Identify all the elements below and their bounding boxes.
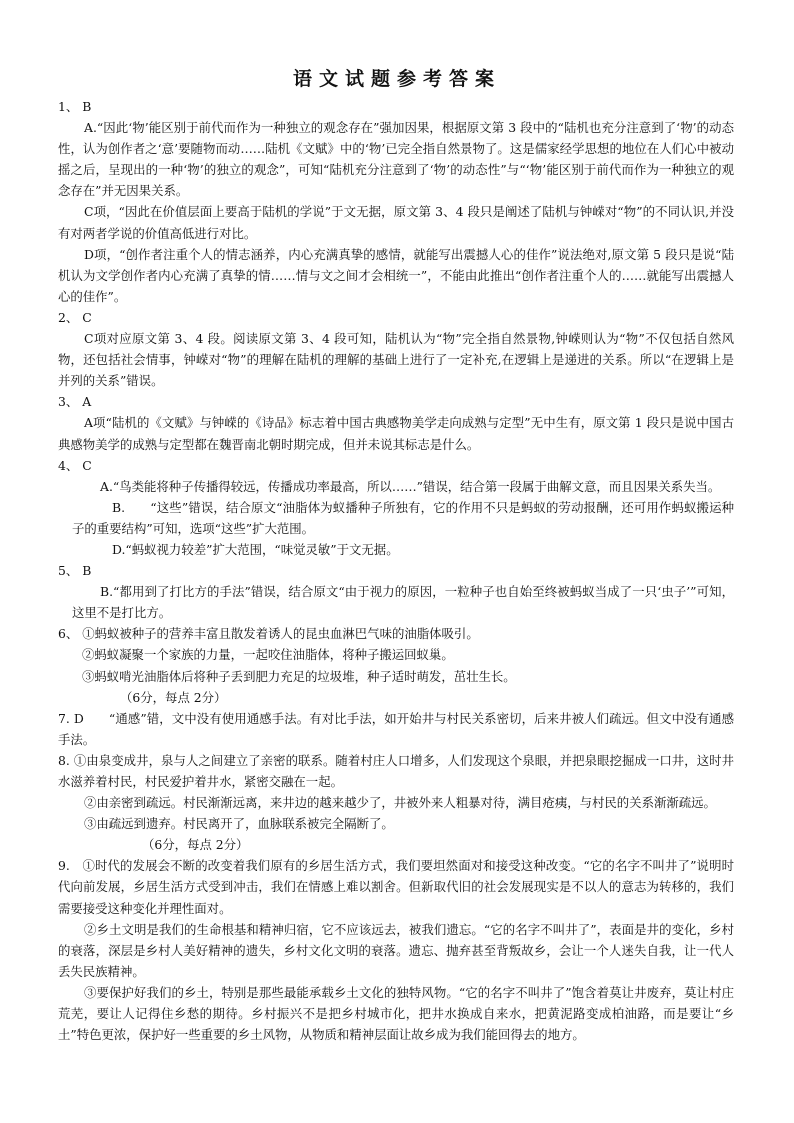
answer-6-point-3: ③蚂蚁啃光油脂体后将种子丢到肥力充足的垃圾堆，种子适时萌发，茁壮生长。: [82, 668, 516, 684]
answer-8-head: 8. ①由泉变成井，泉与人之间建立了亲密的联系。随着村庄人口增多，人们发现这个泉眼，并把泉眼挖掘成一口井，这时井水滋养着村民，村民爱护着井水，紧密交融在一起。: [58, 752, 734, 789]
answer-3: [58, 391, 734, 454]
answer-9-point-3: ③要保护好我们的乡土，特别是那些最能承载乡土文化的独特风物。“它的名字不叫井了”饱含着莫让井废弃，莫让村庄荒芜，要让人记得住乡愁的期待。乡村振兴不是把乡村城市化，把井水换成自来水，把黄泥路变成柏油路，而是要让“乡土”特色更浓，保护好一些重要的乡土风物，从物质和精神层面让故乡成为我们能回得去的地方。: [58, 984, 734, 1043]
answer-1-option-d: D项，“创作者注重个人的情志涵养，内心充满真挚的感情，就能写出震撼人心的佳作”说法绝对,原文第 5 段只是说“陆机认为文学创作者内心充满了真挚的情……情与文之间才会相统一”，不能由此推出“创作者注重个人的……就能写出震撼人心的佳作”。: [58, 246, 734, 304]
answer-6-score: （6分，每点 2分）: [120, 689, 227, 705]
answer-3-explanation: A项“陆机的《文赋》与钟嵘的《诗品》标志着中国古典感物美学走向成熟与定型”无中生有，原文第 1 段只是说中国古典感物美学的成熟与定型都在魏晋南北朝时期完成，但并未说其标志是什么。: [58, 415, 734, 452]
answer-1-head: 1、 B: [58, 99, 92, 114]
answer-4-option-b: B. “这些”错误，结合原文“油脂体为蚁播种子所独有，它的作用不只是蚂蚁的劳动报酬，还可用作蚂蚁搬运种子的重要结构”可知，选项“这些”扩大范围。: [72, 499, 734, 536]
answer-7: [58, 708, 734, 750]
answer-8: [58, 750, 734, 855]
answer-1-option-c: C项，“因此在价值层面上要高于陆机的学说”于文无据，原文第 3、4 段只是阐述了陆机与钟嵘对“物”的不同认识,并没有对两者学说的价值高低进行对比。: [58, 204, 734, 241]
answer-4-option-a: A.“鸟类能将种子传播得较远，传播成功率最高，所以……”错误，结合第一段属于曲解文意，而且因果关系失当。: [100, 478, 721, 494]
answer-9-point-2: ②乡土文明是我们的生命根基和精神归宿，它不应该远去，被我们遗忘。“它的名字不叫井了”，表面是井的变化，乡村的衰落，深层是乡村人美好精神的遗失，乡村文化文明的衰落。遗忘、抛弃甚至背叛故乡，会让一个人迷失自我，让一代人丢失民族精神。: [58, 921, 734, 979]
answer-4-option-d: D.“蚂蚁视力较差”扩大范围，“味觉灵敏”于文无据。: [112, 541, 399, 557]
answer-8-point-2: ②由亲密到疏远。村民渐渐远离，来井边的越来越少了，井被外来人粗暴对待，满目疮痍，与村民的关系渐渐疏远。: [84, 795, 716, 811]
answer-6-head: 6、 ①蚂蚁被种子的营养丰富且散发着诱人的昆虫血淋巴气味的油脂体吸引。: [58, 626, 479, 642]
answer-8-score: （6分，每点 2分）: [142, 837, 249, 853]
answer-1-option-a: A.“因此‘物’能区别于前代而作为一种独立的观念存在”强加因果，根据原文第 3 段中的“陆机也充分注意到了‘物’的动态性，认为创作者之‘意’要随物而动……陆机《文赋》中的‘物’已完全指自然景物了。这是儒家经学思想的地位在人们心中被动摇之后，呈现出的一种‘物’的独立的观念”，可知“陆机充分注意到了‘物’的动态性”与“‘物’能区别于前代而作为一种独立的观念存在”并无因果关系。: [58, 120, 734, 199]
answer-body: [58, 96, 734, 1045]
answer-2-head: 2、 C: [58, 309, 92, 325]
answer-5-head: 5、 B: [58, 563, 92, 579]
answer-6: [58, 623, 734, 707]
answer-9-head: 9. ①时代的发展会不断的改变着我们原有的乡居生活方式，我们要坦然面对和接受这种改变。“它的名字不叫井了”说明时代向前发展，乡居生活方式受到冲击，我们在情感上难以割舍。但新取代旧的社会发展现实是不以人的意志为转移的，我们需要接受这种变化并理性面对。: [58, 858, 734, 916]
answer-5: [58, 560, 734, 623]
answer-6-point-2: ②蚂蚁凝聚一个家族的力量，一起咬住油脂体，将种子搬运回蚁巢。: [82, 647, 454, 663]
page-title: 语文试题参考答案: [292, 68, 501, 90]
answer-2-explanation: C项对应原文第 3、4 段。阅读原文第 3、4 段可知，陆机认为“物”完全指自然景物,钟嵘则认为“物”不仅包括自然风物，还包括社会情事，钟嵘对“物”的理解在陆机的理解的基础上进行了一定补充,在逻辑上是递进的关系。所以“在逻辑上是并列的关系”错误。: [58, 331, 734, 389]
answer-5-option-b: B.“都用到了打比方的手法”错误，结合原文“由于视力的原因，一粒种子也自始至终被蚂蚁当成了一只‘虫子’”可知，这里不是打比方。: [72, 584, 734, 621]
answer-2: [58, 307, 734, 391]
answer-3-head: 3、 A: [58, 394, 92, 410]
answer-4-head: 4、 C: [58, 457, 92, 473]
answer-1: [58, 96, 734, 307]
answer-7-head: 7. D “通感”错，文中没有使用通感手法。有对比手法，如开始井与村民关系密切，后来井被人们疏远。但文中没有通感手法。: [58, 710, 734, 747]
answer-9: [58, 855, 734, 1045]
answer-8-point-3: ③由疏远到遗弃。村民离开了，血脉联系被完全隔断了。: [84, 816, 394, 832]
answer-4: [58, 455, 734, 560]
